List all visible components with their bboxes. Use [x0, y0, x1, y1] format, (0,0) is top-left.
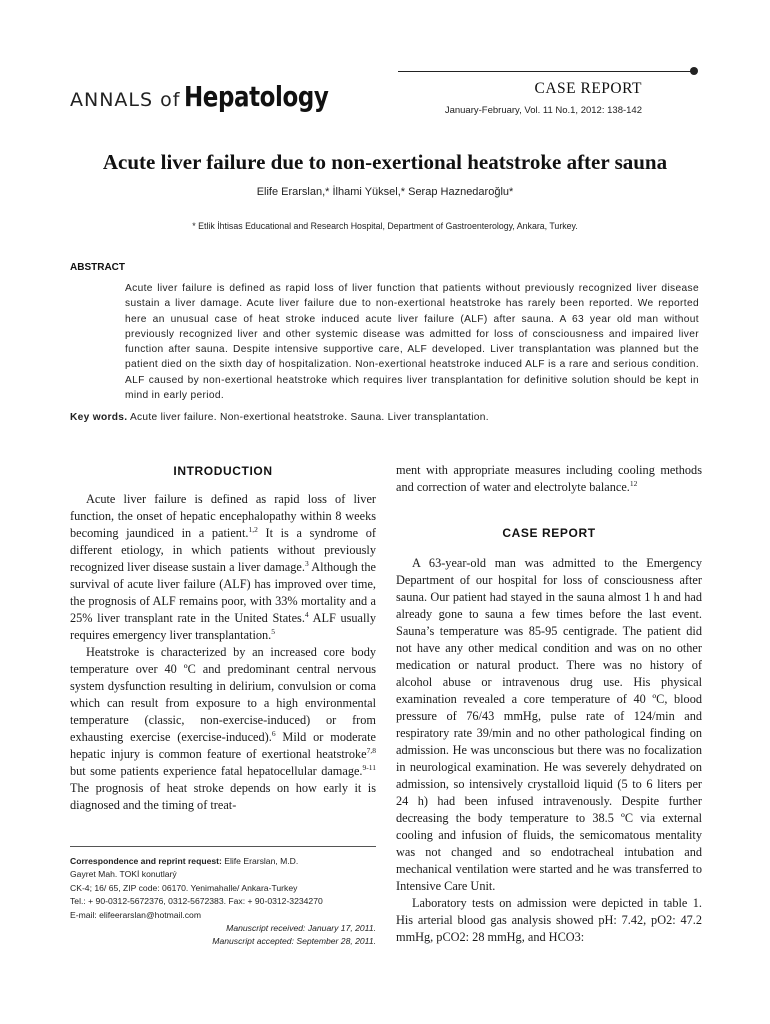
authors: Elife Erarslan,* İlhami Yüksel,* Serap Haznedaroğlu* — [256, 186, 514, 198]
logo-name: Hepatology — [184, 80, 329, 113]
introduction-paragraph-1: Acute liver failure is defined as rapid loss of liver function, the onset of hepatic encephalopathy within 8 weeks becoming jaundiced in a patient.$^{1,2}$ It is a syndrome of different etiology, in which patients without previously recognized liver disease sustain a liver damage.$^3$ Although the survival of acute liver failure (ALF) has improved over time, the prognosis of ALF remains poor, with 33% mortality and a 25% liver transplant rate in the United States.$^4$ ALF usually requires emergency liver transplantation.$^5$ — [70, 492, 377, 642]
correspondence-address-1: Gayret Mah. TOKİ konutlarý — [70, 869, 177, 880]
introduction-paragraph-2-end: ment with appropriate measures including cooling methods and correction of water and electrolyte balance.$^{12}$ — [396, 463, 702, 494]
correspondence-email[interactable]: E-mail: elifeerarslan@hotmail.com — [70, 909, 201, 920]
keywords-label: Key words. — [70, 412, 128, 423]
citation-ref: 7,8 — [366, 745, 376, 755]
keywords — [70, 412, 710, 423]
citation-ref: 9-11 — [362, 762, 376, 772]
correspondence — [70, 855, 376, 949]
article-type: CASE REPORT — [534, 80, 642, 97]
article-title: Acute liver failure due to non-exertional heatstroke after sauna — [102, 150, 668, 174]
citation-ref: 4 — [304, 609, 309, 619]
case-report-heading: CASE REPORT — [502, 526, 596, 540]
journal-logo — [70, 80, 361, 114]
citation: January-February, Vol. 11 No.1, 2012: 138-142 — [444, 105, 642, 116]
footnote-rule — [70, 846, 376, 847]
header-rule — [398, 71, 693, 72]
correspondence-label: Correspondence and reprint request: — [70, 856, 222, 866]
citation-ref: 5 — [271, 626, 275, 636]
case-report-body — [396, 555, 702, 946]
citation-ref: 12 — [629, 478, 638, 488]
correspondence-phone: Tel.: + 90-0312-5672376, 0312-5672383. Fax: + 90-0312-3234270 — [70, 896, 323, 907]
citation-ref: 6 — [271, 728, 276, 738]
correspondence-name: Elife Erarslan, M.D. — [221, 856, 299, 866]
case-report-paragraph-2: Laboratory tests on admission were depicted in table 1. His arterial blood gas analysis showed pH: 7.42, pO2: 47.2 mmHg, pCO2: 28 mmHg, and HCO3: — [396, 896, 702, 944]
abstract-text: Acute liver failure is defined as rapid loss of liver function that patients without previously recognized liver disease sustain a liver damage. Acute liver failure due to non-exertional heatstroke has rarely been reported. We reported here an unusual case of heat stroke induced acute liver failure (ALF) after sauna. A 63 year old man without previously recognized liver and other systemic disease was admitted for loss of consciousness and impaired liver function after sauna. Despite intensive supportive care, ALF developed. Liver transplantation was planned but the patient died on the sixth day of hospitalization. Non-exertional heatstroke induced ALF is a rare and serious condition. ALF caused by non-exertional heatstroke which requires liver transplantation for definitive solution should be kept in mind in early period. — [125, 283, 699, 402]
keywords-text: Acute liver failure. Non-exertional heatstroke. Sauna. Liver transplantation. — [129, 412, 489, 423]
introduction-paragraph-2: Heatstroke is characterized by an increased core body temperature over 40 ºC and predominant central nervous system dysfunction resulting in delirium, convulsion or coma which can result from exposure to a high environmental temperature (classic, non-exercise-induced) or from exhausting exercise (exercise-induced).$^6$ Mild or moderate hepatic injury is common feature of exertional heatstroke$^{7,8}$ but some patients experience fatal hepatocellular damage.$^{9-11}$ The prognosis of heat stroke depends on how early it is diagnosed and the timing of treat- — [70, 645, 376, 812]
introduction-continuation — [396, 462, 702, 496]
affiliation: * Etlik İhtisas Educational and Research Hospital, Department of Gastroenterology, Ankara, Turkey. — [192, 221, 578, 231]
header-dot — [690, 67, 698, 75]
abstract-heading: ABSTRACT — [70, 262, 125, 273]
manuscript-received: Manuscript received: January 17, 2011. — [226, 923, 376, 934]
case-report-paragraph-1: A 63-year-old man was admitted to the Emergency Department of our hospital for loss of consciousness after sauna. Our patient had stayed in the sauna almost 1 h and had already gone to sauna a few times before the last event. Sauna’s temperature was 85-95 centigrade. The patient did not have any other medical condition and was on no other medication or natural product. There was no history of alcohol abuse or intravenous drug use. His physical examination revealed a core temperature of 40 ºC, blood pressure of 76/43 mmHg, pulse rate of 124/min and respiratory rate 39/min and no other pathological finding on admission. He was unconscious but there was no focalization in neurological examination. He was severely dehydrated on admission, so intensively crystalloid liquid (5 to 6 liters per 24 h) had been infused intravenously. Despite further decreasing the body temperature to 38.5 ºC via external cooling and infusion of fluids, the semicomatous mentality was not changed and so endotracheal intubation and mechanical ventilation were started and he was transferred to Intensive Care Unit. — [396, 556, 702, 893]
introduction-heading: INTRODUCTION — [173, 464, 273, 478]
citation-ref: 3 — [304, 558, 309, 568]
manuscript-accepted: Manuscript accepted: September 28, 2011. — [212, 936, 376, 947]
citation-ref: 1,2 — [248, 524, 258, 534]
introduction-body — [70, 491, 376, 814]
correspondence-address-2: CK-4; 16/ 65, ZIP code: 06170. Yenimahalle/ Ankara-Turkey — [70, 882, 298, 893]
logo-prefix: ANNALS of — [70, 89, 181, 111]
